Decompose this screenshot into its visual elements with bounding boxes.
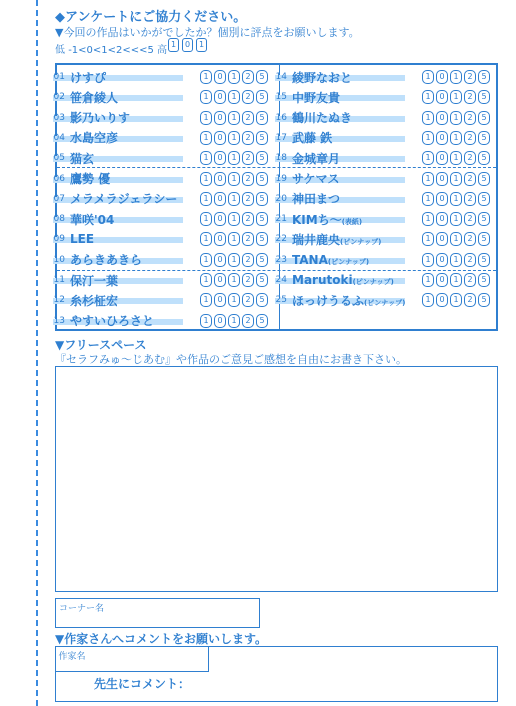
score-option[interactable]: 2 [464,151,476,165]
entry-note: (ピンナップ) [352,278,394,286]
score-options [200,192,268,206]
legend-icon-2: 0 [182,38,193,52]
score-option[interactable]: 1 [200,70,212,84]
entry-name [292,231,422,248]
score-option[interactable]: 2 [242,90,254,104]
score-option[interactable]: 1 [450,273,462,287]
score-option[interactable]: 5 [478,273,490,287]
score-option[interactable]: 1 [228,192,240,206]
score-option[interactable]: 1 [450,172,462,186]
score-option[interactable]: 2 [242,151,254,165]
rating-row [49,250,268,270]
score-option[interactable]: 0 [436,172,448,186]
corner-name-box[interactable] [55,598,260,628]
rating-row [271,148,490,168]
score-option[interactable]: 2 [464,212,476,226]
score-option[interactable]: 0 [436,111,448,125]
score-options [422,90,490,104]
score-option[interactable]: 5 [256,90,268,104]
rating-row [49,87,268,107]
entry-name [70,129,200,146]
score-options [422,151,490,165]
entry-name [70,292,200,309]
score-option[interactable]: 0 [214,212,226,226]
entry-name-text: やすいひろさと [70,314,155,329]
score-option[interactable]: 0 [436,131,448,145]
score-option[interactable]: 2 [464,90,476,104]
entry-number: 15 [275,92,287,103]
score-option[interactable]: 1 [200,151,212,165]
rating-row [49,270,268,290]
entry-number: 01 [53,72,65,82]
score-option[interactable]: 1 [422,90,434,104]
score-option[interactable]: 0 [436,70,448,84]
score-option[interactable]: 2 [242,131,254,145]
score-option[interactable]: 1 [200,111,212,125]
score-option[interactable]: 1 [228,314,240,328]
score-option[interactable]: 2 [464,192,476,206]
score-options [200,232,268,246]
entry-name-text: KIMち〜 [292,212,342,227]
score-option[interactable]: 5 [478,172,490,186]
entry-name-text: Marutoki [292,273,353,287]
score-options [422,293,490,307]
rating-row [49,229,268,249]
score-option[interactable]: 1 [200,192,212,206]
score-option[interactable]: 2 [242,172,254,186]
score-options [200,70,268,84]
author-comment-box[interactable] [55,646,498,702]
entry-name-text: 鶴川たぬき [292,111,353,126]
score-option[interactable]: 1 [450,212,462,226]
score-option[interactable]: 2 [242,293,254,307]
survey-title: ◆アンケートにご協力ください。 [55,10,247,25]
rating-row [271,169,490,189]
free-space-title: ▼フリースペース [55,338,147,352]
rating-row [49,209,268,229]
score-option[interactable]: 2 [242,314,254,328]
entry-name [70,89,200,106]
score-options [422,232,490,246]
score-options [200,293,268,307]
entry-number: 10 [53,254,65,265]
entry-name-text: 綾野なおと [292,70,353,85]
score-option[interactable]: 5 [478,151,490,165]
entry-number: 14 [275,72,287,82]
rating-row [271,108,490,128]
entry-name [292,129,422,146]
rating-row [49,67,268,87]
score-option[interactable]: 1 [228,212,240,226]
entry-number: 05 [53,153,65,164]
rating-row [49,128,268,148]
entry-name-text: LEE [70,232,95,247]
score-option[interactable]: 5 [478,111,490,125]
score-options [422,131,490,145]
score-options [200,212,268,226]
score-option[interactable]: 1 [228,131,240,145]
score-option[interactable]: 5 [256,253,268,267]
score-option[interactable]: 1 [422,232,434,246]
score-options [422,70,490,84]
score-option[interactable]: 1 [422,192,434,206]
score-option[interactable]: 1 [422,151,434,165]
score-option[interactable]: 1 [422,293,434,307]
entry-number: 23 [275,254,287,265]
entry-name-text: 中野友貴 [292,90,341,105]
free-space-box[interactable] [55,366,498,592]
score-option[interactable]: 0 [214,111,226,125]
entry-note: (表紙) [341,217,363,226]
score-option[interactable]: 1 [228,111,240,125]
score-option[interactable]: 2 [464,293,476,307]
score-option[interactable]: 1 [200,172,212,186]
score-option[interactable]: 0 [436,212,448,226]
score-option[interactable]: 0 [214,90,226,104]
score-option[interactable]: 2 [242,232,254,246]
entry-number: 25 [275,295,287,306]
score-option[interactable]: 0 [214,253,226,267]
rating-row [271,229,490,249]
score-options [422,212,490,226]
entry-name-text: 猫玄 [70,151,95,166]
score-option[interactable]: 1 [200,314,212,328]
entry-name-text: 笹倉綾人 [70,90,119,105]
score-option[interactable]: 2 [464,273,476,287]
entry-number: 11 [53,275,65,285]
score-option[interactable]: 0 [214,70,226,84]
score-option[interactable]: 5 [478,70,490,84]
rating-row [49,189,268,209]
score-option[interactable]: 2 [464,253,476,267]
legend-icons [168,38,207,52]
entry-number: 13 [53,315,65,326]
score-option[interactable]: 1 [228,232,240,246]
score-option[interactable]: 2 [464,232,476,246]
entry-note: (ピンナップ) [340,237,382,246]
legend-icon-3: 1 [196,38,207,52]
rating-row [49,169,268,189]
score-option[interactable]: 5 [478,253,490,267]
score-option[interactable]: 1 [450,151,462,165]
entry-number: 02 [53,92,65,103]
entry-name [292,211,422,228]
score-option[interactable]: 5 [256,273,268,287]
score-option[interactable]: 1 [228,151,240,165]
score-option[interactable]: 2 [242,253,254,267]
score-option[interactable]: 1 [450,253,462,267]
entry-name [292,89,422,106]
score-option[interactable]: 1 [228,90,240,104]
entry-name [70,170,200,187]
author-name-label: 作家名 [58,651,86,662]
scale-high-label: 高 [157,45,168,56]
score-option[interactable]: 1 [200,232,212,246]
rating-row [271,87,490,107]
entry-name-text: 武藤 鉄 [292,131,333,146]
score-option[interactable]: 2 [464,172,476,186]
entry-name-text: あらきあきら [70,253,143,268]
entry-note: (ピンナップ) [327,257,370,266]
score-option[interactable]: 1 [200,273,212,287]
score-option[interactable]: 1 [450,90,462,104]
score-options [422,192,490,206]
entry-name [292,292,422,309]
entry-number: 12 [53,295,65,306]
entry-number: 20 [275,193,287,204]
score-option[interactable]: 5 [478,90,490,104]
entry-name-text: 神田まつ [292,192,341,207]
score-options [200,131,268,145]
score-option[interactable]: 5 [478,293,490,307]
rating-row [271,67,490,87]
score-option[interactable]: 5 [478,131,490,145]
entry-name [70,251,200,268]
rating-row [49,311,268,331]
entry-name [292,190,422,207]
score-option[interactable]: 1 [422,131,434,145]
entry-name [292,273,422,287]
entry-name-text: ほっけうるふ [292,293,365,308]
score-option[interactable]: 1 [228,70,240,84]
corner-name-label: コーナー名 [59,604,105,614]
entry-number: 09 [53,234,65,245]
score-options [200,111,268,125]
score-option[interactable]: 1 [200,90,212,104]
entry-name [292,69,422,86]
entry-name-text: サケマス [292,172,340,186]
score-option[interactable]: 0 [214,314,226,328]
score-option[interactable]: 0 [214,232,226,246]
score-option[interactable]: 2 [242,192,254,206]
score-option[interactable]: 0 [436,253,448,267]
entry-name [70,232,200,246]
entry-number: 07 [53,193,65,204]
score-option[interactable]: 0 [436,232,448,246]
score-option[interactable]: 1 [228,253,240,267]
score-options [422,172,490,186]
entry-number: 16 [275,112,287,123]
entry-number: 06 [53,173,65,184]
entry-name-text: 糸杉柾宏 [70,293,119,308]
score-option[interactable]: 1 [228,293,240,307]
score-options [200,314,268,328]
rating-question: ▼今回の作品はいかがでしたか？個別に評点をお願いします。 [55,26,360,39]
comment-label: 先生にコメント： [94,677,191,691]
score-options [422,111,490,125]
score-options [200,151,268,165]
score-option[interactable]: 1 [228,273,240,287]
rating-row [49,108,268,128]
score-option[interactable]: 5 [478,192,490,206]
score-option[interactable]: 1 [200,131,212,145]
score-option[interactable]: 1 [200,212,212,226]
author-comment-title: ▼作家さんへコメントをお願いします。 [55,632,268,646]
score-option[interactable]: 1 [228,172,240,186]
entry-name-text: けすぴ [70,70,107,85]
score-option[interactable]: 0 [214,273,226,287]
score-option[interactable]: 0 [436,293,448,307]
entry-number: 21 [275,214,287,225]
score-option[interactable]: 5 [256,172,268,186]
score-option[interactable]: 5 [256,151,268,165]
score-options [200,253,268,267]
score-option[interactable]: 2 [464,111,476,125]
score-options [422,253,490,267]
score-option[interactable]: 2 [464,70,476,84]
score-option[interactable]: 5 [478,232,490,246]
entry-name [292,170,422,187]
score-option[interactable]: 1 [422,111,434,125]
score-option[interactable]: 1 [450,131,462,145]
rating-row [49,148,268,168]
score-options [200,90,268,104]
entry-name-text: 華咲'04 [70,212,115,227]
score-option[interactable]: 0 [214,192,226,206]
entry-name-text: 水島空彦 [70,131,119,146]
score-option[interactable]: 2 [242,70,254,84]
score-option[interactable]: 1 [422,253,434,267]
entry-name-text: 鷹勢 優 [70,172,111,186]
entry-number: 18 [275,153,287,164]
score-option[interactable]: 0 [214,172,226,186]
score-option[interactable]: 1 [450,232,462,246]
rating-row [271,189,490,209]
entry-name [292,253,422,267]
score-option[interactable]: 5 [256,131,268,145]
score-option[interactable]: 5 [256,70,268,84]
entry-name [292,109,422,126]
entry-name-text: TANA [292,252,328,267]
entry-number: 24 [275,275,287,285]
score-option[interactable]: 5 [256,293,268,307]
score-option[interactable]: 5 [256,314,268,328]
rating-grid [55,63,498,331]
entry-name [70,69,200,86]
score-option[interactable]: 5 [478,212,490,226]
free-space-prompt: 『セラフみゅ〜じあむ』や作品のご意見ご感想を自由にお書き下さい。 [55,353,407,366]
score-options [200,172,268,186]
entry-number: 03 [53,112,65,123]
score-option[interactable]: 0 [436,192,448,206]
score-options [200,273,268,287]
rating-row [49,290,268,310]
score-option[interactable]: 1 [422,70,434,84]
score-option[interactable]: 5 [256,111,268,125]
score-option[interactable]: 2 [242,273,254,287]
entry-name [70,312,200,329]
entry-number: 04 [53,132,65,143]
rating-scale [55,41,167,56]
entry-name-text: 影乃いりす [70,111,131,126]
entry-number: 08 [53,214,65,225]
score-option[interactable]: 5 [256,212,268,226]
entry-name [292,150,422,167]
legend-icon-1: 1 [168,38,179,52]
entry-name [70,211,200,228]
score-option[interactable]: 0 [436,273,448,287]
score-option[interactable]: 5 [256,192,268,206]
entry-number: 22 [275,234,287,245]
score-option[interactable]: 0 [436,151,448,165]
entry-number: 19 [275,173,287,184]
score-option[interactable]: 0 [436,90,448,104]
score-option[interactable]: 1 [200,293,212,307]
entry-name [70,190,200,207]
score-option[interactable]: 1 [422,172,434,186]
rating-row [271,128,490,148]
score-option[interactable]: 0 [214,131,226,145]
score-option[interactable]: 2 [464,131,476,145]
entry-number: 17 [275,132,287,143]
score-option[interactable]: 0 [214,293,226,307]
rating-row [271,290,490,310]
entry-name-text: 金城章月 [292,151,341,166]
rating-row [271,250,490,270]
cut-line [36,0,38,706]
entry-name [70,272,200,289]
score-option[interactable]: 1 [450,111,462,125]
entry-name-text: メラメラジェラシー [70,192,178,207]
entry-name-text: 保汀一葉 [70,273,119,288]
author-name-box[interactable] [55,646,209,672]
score-option[interactable]: 1 [422,273,434,287]
entry-name-text: 瑞井鹿央 [292,232,341,247]
entry-name [70,109,200,126]
score-option[interactable]: 2 [242,212,254,226]
score-option[interactable]: 1 [450,70,462,84]
score-option[interactable]: 1 [450,293,462,307]
scale-low-label: 低 [55,45,65,56]
entry-note: (ピンナップ) [364,298,406,307]
score-option[interactable]: 0 [214,151,226,165]
entry-name [70,150,200,167]
score-option[interactable]: 1 [200,253,212,267]
score-option[interactable]: 1 [422,212,434,226]
score-option[interactable]: 2 [242,111,254,125]
score-option[interactable]: 1 [450,192,462,206]
score-option[interactable]: 5 [256,232,268,246]
scale-range-label: -1<0<1<2<<<5 [68,45,154,56]
rating-row [271,209,490,229]
rating-row [271,270,490,290]
score-options [422,273,490,287]
